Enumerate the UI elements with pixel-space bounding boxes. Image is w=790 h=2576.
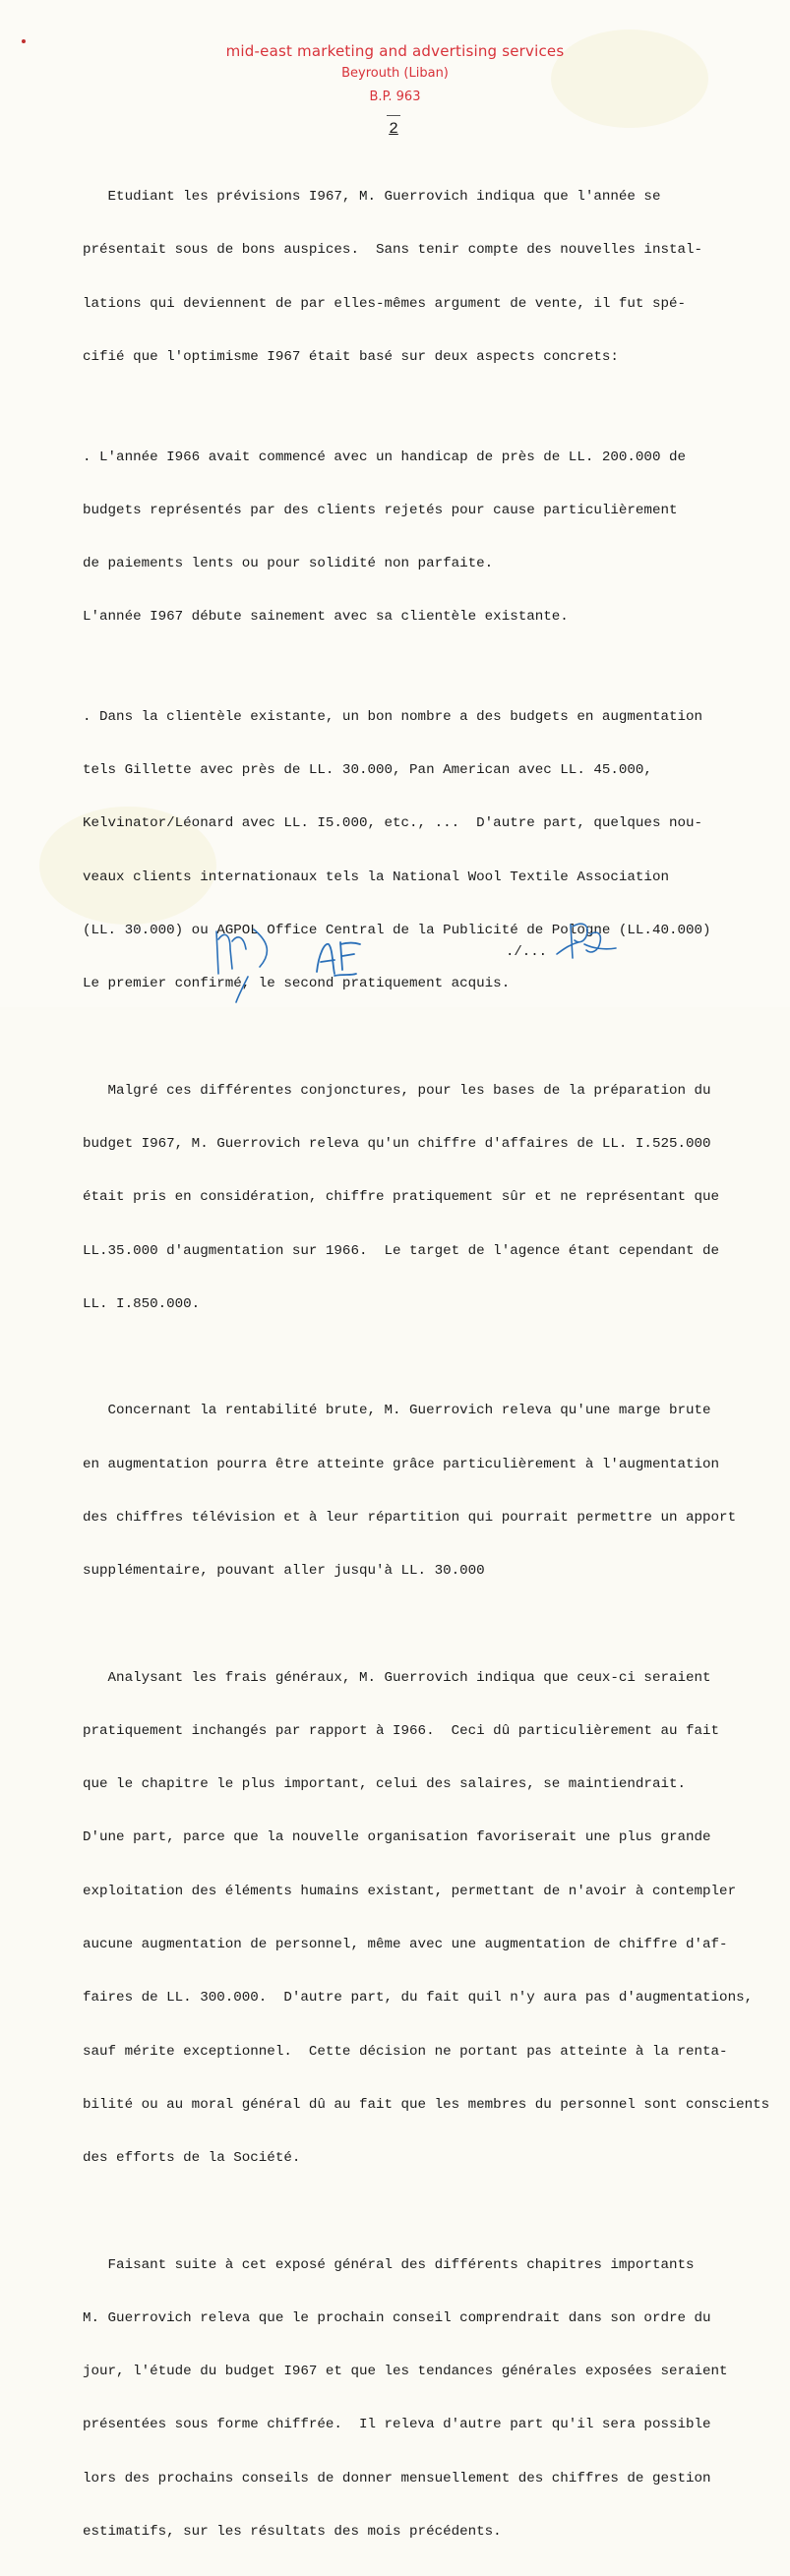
paragraph-4 bbox=[83, 1047, 771, 1349]
text-line: Le premier confirmé, le second pratiquement acquis. bbox=[83, 976, 511, 992]
text-line: . L'année I966 avait commencé avec un handicap de près de LL. 200.000 de bbox=[83, 449, 686, 465]
text-line: LL. I.850.000. bbox=[83, 1295, 201, 1312]
company-name: mid-east marketing and advertising services bbox=[225, 42, 565, 60]
text-line: veaux clients internationaux tels la National Wool Textile Association bbox=[83, 869, 669, 885]
text-line: présentées sous forme chiffrée. Il releva d'autre part qu'il sera possible bbox=[83, 2417, 711, 2433]
text-line: des efforts de la Société. bbox=[83, 2150, 301, 2167]
text-line: cifié que l'optimisme I967 était basé sur deux aspects concrets: bbox=[83, 349, 619, 366]
text-line: sauf mérite exceptionnel. Cette décision ne portant pas atteinte à la renta- bbox=[83, 2043, 728, 2060]
continuation-mark: ./... bbox=[506, 944, 548, 960]
text-line: supplémentaire, pouvant aller jusqu'à LL. 30.000 bbox=[83, 1563, 485, 1580]
text-line: estimatifs, sur les résultats des mois précédents. bbox=[83, 2524, 502, 2540]
text-line: de paiements lents ou pour solidité non parfaite. bbox=[83, 556, 494, 572]
text-line: . Dans la clientèle existante, un bon nombre a des budgets en augmentation bbox=[83, 708, 703, 725]
text-line: était pris en considération, chiffre pratiquement sûr et ne représentant que bbox=[83, 1189, 720, 1206]
text-line: Analysant les frais généraux, M. Guerrovich indiqua que ceux-ci seraient bbox=[83, 1669, 711, 1686]
text-line: budgets représentés par des clients rejetés pour cause particulièrement bbox=[83, 502, 678, 518]
text-line: en augmentation pourra être atteinte grâce particulièrement à l'augmentation bbox=[83, 1456, 720, 1472]
text-line: D'une part, parce que la nouvelle organisation favoriserait une plus grande bbox=[83, 1829, 711, 1846]
text-line: Concernant la rentabilité brute, M. Guerrovich releva qu'une marge brute bbox=[83, 1403, 711, 1419]
handwritten-signature bbox=[551, 915, 630, 969]
company-po-box: B.P. 963 bbox=[369, 90, 421, 104]
text-line: LL.35.000 d'augmentation sur 1966. Le target de l'agence étant cependant de bbox=[83, 1242, 720, 1259]
text-line: (LL. 30.000) ou AGPOL Office Central de la Publicité de Pologne (LL.40.000) bbox=[83, 922, 711, 938]
text-line: pratiquement inchangés par rapport à I966. Ceci dû particulièrement au fait bbox=[83, 1722, 720, 1739]
paragraph-3 bbox=[83, 673, 771, 1029]
text-line: L'année I967 débute sainement avec sa clientèle existante. bbox=[83, 609, 569, 626]
text-line: faires de LL. 300.000. D'autre part, du fait quil n'y aura pas d'augmentations, bbox=[83, 1990, 754, 2007]
letter-body bbox=[83, 152, 771, 2576]
text-line: Kelvinator/Léonard avec LL. I5.000, etc., ... D'autre part, quelques nou- bbox=[83, 815, 703, 832]
text-line: exploitation des éléments humains existant, permettant de n'avoir à contempler bbox=[83, 1883, 737, 1899]
text-line: Faisant suite à cet exposé général des différents chapitres importants bbox=[83, 2256, 695, 2273]
paragraph-7 bbox=[83, 2220, 771, 2576]
text-line: tels Gillette avec près de LL. 30.000, Pan American avec LL. 45.000, bbox=[83, 762, 652, 779]
text-line: Malgré ces différentes conjonctures, pour les bases de la préparation du bbox=[83, 1082, 711, 1099]
text-line: aucune augmentation de personnel, même avec une augmentation de chiffre d'af- bbox=[83, 1937, 728, 1952]
text-line: des chiffres télévision et à leur répartition qui pourrait permettre un apport bbox=[83, 1509, 737, 1526]
paragraph-1 bbox=[83, 152, 771, 401]
handwritten-initials-1 bbox=[209, 920, 297, 1003]
paragraph-2 bbox=[83, 412, 771, 661]
text-line: lors des prochains conseils de donner mensuellement des chiffres de gestion bbox=[83, 2470, 711, 2486]
handwritten-initials-2 bbox=[311, 934, 370, 984]
text-line: jour, l'étude du budget I967 et que les tendances générales exposées seraient bbox=[83, 2364, 728, 2380]
paragraph-6 bbox=[83, 1633, 771, 2202]
text-line: Etudiant les prévisions I967, M. Guerrovich indiqua que l'année se bbox=[83, 189, 661, 206]
text-line: présentait sous de bons auspices. Sans tenir compte des nouvelles instal- bbox=[83, 242, 703, 259]
text-line: bilité ou au moral général dû au fait que les membres du personnel sont conscients bbox=[83, 2096, 770, 2113]
text-line: M. Guerrovich releva que le prochain conseil comprendrait dans son ordre du bbox=[83, 2309, 711, 2326]
text-line: budget I967, M. Guerrovich releva qu'un chiffre d'affaires de LL. I.525.000 bbox=[83, 1135, 711, 1152]
text-line: que le chapitre le plus important, celui des salaires, se maintiendrait. bbox=[83, 1776, 686, 1793]
company-city: Beyrouth (Liban) bbox=[341, 66, 449, 81]
page-number: 2 bbox=[382, 120, 405, 138]
text-line: lations qui deviennent de par elles-mêmes argument de vente, il fut spé- bbox=[83, 295, 686, 312]
paragraph-5 bbox=[83, 1366, 771, 1615]
